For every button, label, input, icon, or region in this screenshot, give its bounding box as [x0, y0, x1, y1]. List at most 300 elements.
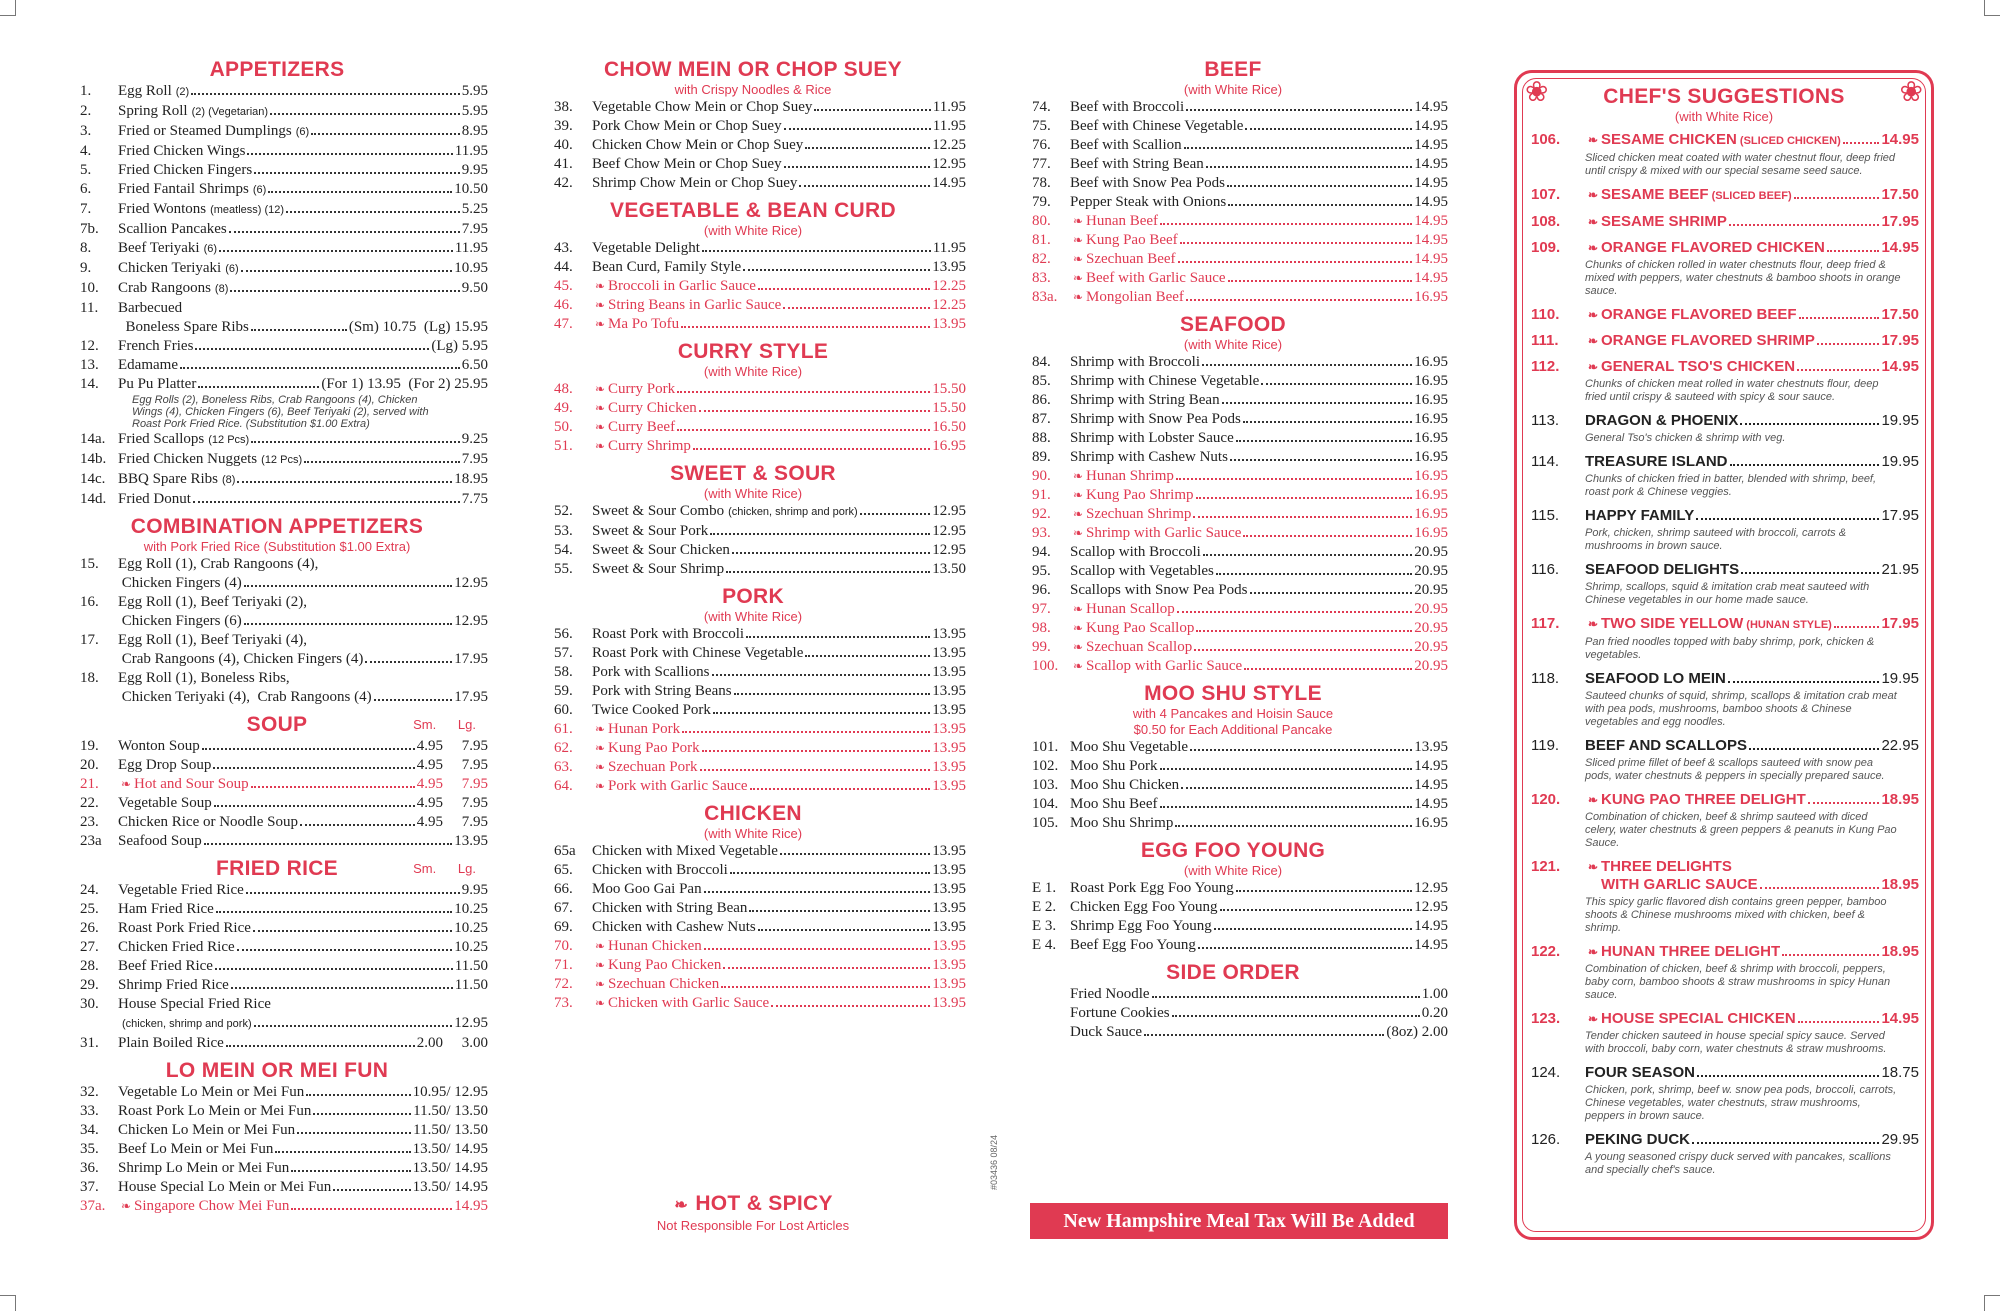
- menu-item: [1018, 193, 1448, 212]
- item-number: 47.: [554, 316, 573, 332]
- item-price: 11.50/ 13.50: [413, 1103, 488, 1119]
- item-name: Beef Egg Foo Young: [1070, 937, 1196, 953]
- item-number: 14c.: [80, 471, 106, 487]
- hot-pepper-icon: ❧: [1587, 360, 1599, 374]
- item-number: 98.: [1032, 620, 1051, 636]
- leader-dots: [1144, 1034, 1384, 1036]
- item-number: 48.: [554, 381, 573, 397]
- section-subtitle: (with White Rice): [703, 486, 803, 501]
- item-price: 7.95: [461, 451, 488, 467]
- menu-item: [540, 899, 966, 918]
- menu-item: [1018, 136, 1448, 155]
- item-price: 14.95: [1414, 232, 1448, 248]
- hot-pepper-icon: ❧: [594, 760, 606, 774]
- leader-dots: [219, 250, 453, 252]
- item-price: 12.95: [1414, 899, 1448, 915]
- menu-item: [66, 775, 488, 794]
- item-name: Scallop with Garlic Sauce: [1086, 658, 1243, 674]
- item-number: 14d.: [80, 491, 107, 507]
- item-price: 16.95: [1414, 289, 1448, 305]
- item-name: Pork with String Beans: [592, 683, 732, 699]
- leader-dots: [297, 1132, 411, 1134]
- item-price: 5.95: [461, 103, 488, 119]
- item-name: Chicken Lo Mein or Mei Fun: [118, 1122, 296, 1138]
- item-price: 12.25: [932, 278, 966, 294]
- item-name: BBQ Spare Ribs: [118, 471, 219, 487]
- leader-dots: [771, 1005, 930, 1007]
- menu-section: [540, 199, 966, 334]
- hot-pepper-icon: ❧: [594, 382, 606, 396]
- item-name: Szechuan Shrimp: [1086, 506, 1192, 522]
- menu-item: [66, 337, 488, 356]
- item-name: Duck Sauce: [1070, 1024, 1143, 1040]
- item-number: 40.: [554, 137, 573, 153]
- item-number: 45.: [554, 278, 573, 294]
- print-code: #03436 08/24: [989, 1134, 999, 1190]
- item-price: 14.95: [1881, 1010, 1919, 1027]
- section-title: [1018, 58, 1448, 82]
- leader-dots: [244, 585, 453, 587]
- item-number: 102.: [1032, 758, 1059, 774]
- item-name: Szechuan Scallop: [1086, 639, 1193, 655]
- item-number: 59.: [554, 683, 573, 699]
- chef-item: [1517, 737, 1931, 783]
- menu-item: [540, 777, 966, 796]
- menu-item: [540, 701, 966, 720]
- item-description: Pork, chicken, shrimp sauteed with broccoli, carrots & mushrooms in brown sauce.: [1585, 527, 1847, 552]
- menu-section: [66, 857, 488, 1053]
- item-number: 1.: [80, 83, 92, 99]
- item-name: Beef with Chinese Vegetable: [1070, 118, 1244, 134]
- item-price: 14.95: [932, 175, 966, 191]
- chef-item: [1517, 1131, 1931, 1177]
- item-number: 14a.: [80, 431, 106, 447]
- item-name: Boneless Spare Ribs: [118, 319, 249, 335]
- item-name: Curry Beef: [608, 419, 676, 435]
- item-price: 0.20: [1421, 1005, 1448, 1021]
- hot-pepper-icon: ❧: [1587, 945, 1599, 959]
- menu-item: [540, 277, 966, 296]
- leader-dots: [1198, 947, 1412, 949]
- item-price: 16.95: [1414, 506, 1448, 522]
- item-price: 16.95: [1414, 411, 1448, 427]
- leader-dots: [1228, 280, 1413, 282]
- item-number: 2.: [80, 103, 92, 119]
- crop-mark-bl: [0, 1295, 16, 1311]
- item-name: String Beans in Garlic Sauce: [608, 297, 782, 313]
- menu-section: [66, 515, 488, 707]
- item-number: 8.: [80, 240, 92, 256]
- item-number: 93.: [1032, 525, 1051, 541]
- item-price: 17.95: [454, 651, 488, 667]
- item-price: 14.95: [1414, 213, 1448, 229]
- menu-item: [1018, 1023, 1448, 1042]
- menu-item: [66, 102, 488, 122]
- item-name: Twice Cooked Pork: [592, 702, 711, 718]
- item-name: Chicken Rice or Noodle Soup: [118, 814, 298, 830]
- section-title: [1018, 961, 1448, 985]
- item-name: Roast Pork Lo Mein or Mei Fun: [118, 1103, 312, 1119]
- menu-item: [540, 315, 966, 334]
- leader-dots: [682, 731, 930, 733]
- menu-item: [1018, 638, 1448, 657]
- chef-item-row: [1517, 615, 1931, 634]
- item-number: 104.: [1032, 796, 1059, 812]
- leader-dots: [1243, 421, 1412, 423]
- item-name: TWO SIDE YELLOW: [1601, 615, 1744, 632]
- leader-dots: [758, 288, 930, 290]
- hot-pepper-icon: ❧: [1587, 308, 1599, 322]
- hot-pepper-icon: ❧: [594, 298, 606, 312]
- item-price: 13.95: [932, 778, 966, 794]
- chef-item-row: [1517, 213, 1931, 231]
- item-name: Sweet & Sour Pork: [592, 523, 709, 539]
- item-number: 33.: [80, 1103, 99, 1119]
- item-price: 11.95: [454, 143, 488, 159]
- leader-dots: [229, 231, 460, 233]
- item-name: Pu Pu Platter: [118, 376, 197, 392]
- menu-section: [1018, 839, 1448, 955]
- leader-dots: [291, 1170, 410, 1172]
- item-number: 7.: [80, 201, 92, 217]
- item-number: 12.: [80, 338, 99, 354]
- item-name: Spring Roll: [118, 103, 188, 119]
- item-price: 19.95: [1881, 453, 1919, 470]
- leader-dots: [1172, 1015, 1420, 1017]
- item-price: 10.25: [454, 939, 488, 955]
- item-qty: (2): [175, 86, 190, 98]
- item-qty: (HUNAN STYLE): [1743, 619, 1832, 631]
- menu-item: [66, 450, 488, 470]
- hot-pepper-icon: ❧: [1587, 793, 1599, 807]
- item-price: 13.95: [932, 759, 966, 775]
- leader-dots: [286, 211, 460, 213]
- leader-dots: [1214, 928, 1413, 930]
- item-name: SESAME SHRIMP: [1601, 213, 1727, 230]
- menu-item: [66, 1034, 488, 1053]
- section-title: [66, 713, 488, 737]
- section-title-text: SIDE ORDER: [1166, 961, 1300, 984]
- menu-item: [1018, 657, 1448, 676]
- leader-dots: [814, 109, 930, 111]
- item-name: Pork with Scallions: [592, 664, 710, 680]
- menu-item: [1018, 776, 1448, 795]
- item-price: 8.95: [461, 123, 488, 139]
- leader-dots: [693, 448, 930, 450]
- item-number: 14b.: [80, 451, 107, 467]
- hot-pepper-icon: ❧: [1587, 215, 1599, 229]
- item-name: Moo Shu Vegetable: [1070, 739, 1189, 755]
- leader-dots: [247, 153, 452, 155]
- leader-dots: [180, 367, 460, 369]
- menu-item: [66, 737, 488, 756]
- menu-item: [540, 239, 966, 258]
- item-number: 78.: [1032, 175, 1051, 191]
- item-price: 13.95: [932, 957, 966, 973]
- leader-dots: [1730, 464, 1880, 466]
- item-number: 123.: [1531, 1010, 1561, 1027]
- item-price: 17.95: [454, 689, 488, 705]
- leader-dots: [254, 1025, 453, 1027]
- item-number: 100.: [1032, 658, 1059, 674]
- menu-item: [1018, 212, 1448, 231]
- item-price: 13.50: [932, 561, 966, 577]
- item-price: 18.75: [1881, 1064, 1919, 1081]
- item-number: 41.: [554, 156, 573, 172]
- item-name: French Fries: [118, 338, 194, 354]
- item-name: THREE DELIGHTS: [1601, 858, 1732, 875]
- menu-item: [540, 842, 966, 861]
- leader-dots: [1160, 223, 1412, 225]
- menu-item: [1018, 467, 1448, 486]
- leader-dots: [1692, 1142, 1879, 1144]
- menu-item: [66, 995, 488, 1014]
- menu-item: [66, 356, 488, 375]
- menu-item: [1018, 391, 1448, 410]
- leader-dots: [704, 948, 931, 950]
- leader-dots: [783, 307, 930, 309]
- section-subtitle: (with White Rice): [1183, 82, 1283, 97]
- item-price: 15.50: [932, 400, 966, 416]
- item-number: 32.: [80, 1084, 99, 1100]
- item-number: 11.: [80, 300, 99, 316]
- section-title-text: MOO SHU STYLE: [1144, 682, 1322, 705]
- item-name: Fried Fantail Shrimps: [118, 181, 249, 197]
- menu-item: [66, 976, 488, 995]
- menu-item: [540, 399, 966, 418]
- item-price: 14.95: [454, 1198, 488, 1214]
- menu-section: [540, 802, 966, 1013]
- item-price: 16.95: [1414, 430, 1448, 446]
- leader-dots: [713, 712, 930, 714]
- hot-pepper-icon: ❧: [594, 741, 606, 755]
- hot-pepper-icon: ❧: [1587, 133, 1599, 147]
- leader-dots: [710, 533, 930, 535]
- item-qty: (SLICED CHICKEN): [1736, 135, 1841, 147]
- hot-pepper-icon: ❧: [1072, 526, 1084, 540]
- item-number: 94.: [1032, 544, 1051, 560]
- item-price: 13.95: [932, 881, 966, 897]
- section-title: [540, 585, 966, 609]
- item-price: 14.95: [1414, 796, 1448, 812]
- item-number: 97.: [1032, 601, 1051, 617]
- item-number: 18.: [80, 670, 99, 686]
- item-qty: (6): [252, 184, 267, 196]
- item-name: Beef Teriyaki: [118, 240, 200, 256]
- menu-item: [66, 239, 488, 259]
- item-name: Hunan Pork: [608, 721, 681, 737]
- item-number: 110.: [1531, 306, 1560, 323]
- item-number: 65.: [554, 862, 573, 878]
- item-number: 86.: [1032, 392, 1051, 408]
- item-number: 82.: [1032, 251, 1051, 267]
- leader-dots: [1220, 909, 1413, 911]
- item-name: Beef with String Bean: [1070, 156, 1204, 172]
- section-subtitle: with 4 Pancakes and Hoisin Sauce: [1132, 706, 1334, 721]
- item-name: Wonton Soup: [118, 738, 200, 754]
- item-name: Curry Pork: [608, 381, 676, 397]
- leader-dots: [1190, 749, 1412, 751]
- section-title-text: LO MEIN OR MEI FUN: [165, 1059, 389, 1082]
- chef-item-row: [1517, 670, 1931, 688]
- leader-dots: [734, 693, 931, 695]
- leader-dots: [1797, 369, 1879, 371]
- item-name: Moo Goo Gai Pan: [592, 881, 702, 897]
- item-name: Roast Pork with Broccoli: [592, 626, 745, 642]
- item-number: 50.: [554, 419, 573, 435]
- item-name: Ma Po Tofu: [608, 316, 680, 332]
- item-number: 66.: [554, 881, 573, 897]
- leader-dots: [1194, 649, 1412, 651]
- item-number: 96.: [1032, 582, 1051, 598]
- menu-item: [1018, 985, 1448, 1004]
- menu-item: [66, 430, 488, 450]
- item-name: Kung Pao Shrimp: [1086, 487, 1194, 503]
- item-price: 16.95: [932, 438, 966, 454]
- item-price: 16.95: [1414, 487, 1448, 503]
- item-qty: (12 Pcs): [261, 454, 303, 466]
- leader-dots: [1206, 166, 1413, 168]
- leader-dots: [198, 386, 319, 388]
- item-name: Roast Pork Egg Foo Young: [1070, 880, 1234, 896]
- leader-dots: [1834, 626, 1880, 628]
- section-subtitle: $0.50 for Each Additional Pancake: [1133, 722, 1333, 737]
- leader-dots: [1180, 242, 1413, 244]
- item-name: Scallops with Snow Pea Pods: [1070, 582, 1248, 598]
- leader-dots: [1798, 1021, 1880, 1023]
- menu-item: [1018, 917, 1448, 936]
- leader-dots: [1760, 887, 1880, 889]
- menu-item: [66, 1159, 488, 1178]
- menu-item: [66, 1197, 488, 1216]
- menu-item: [1018, 581, 1448, 600]
- leader-dots: [1193, 516, 1412, 518]
- item-name-line2: WITH GARLIC SAUCE: [1601, 876, 1758, 893]
- item-price: 21.95: [1881, 561, 1919, 578]
- leader-dots: [306, 1094, 410, 1096]
- menu-item: [1018, 898, 1448, 917]
- item-number: 61.: [554, 721, 573, 737]
- item-name: Chicken with Cashew Nuts: [592, 919, 756, 935]
- item-number: 81.: [1032, 232, 1051, 248]
- leader-dots: [1728, 681, 1880, 683]
- menu-item: [540, 522, 966, 541]
- item-name: HUNAN THREE DELIGHT: [1601, 943, 1781, 960]
- item-price: 13.95: [932, 843, 966, 859]
- hot-pepper-icon: ❧: [1072, 488, 1084, 502]
- item-description: This spicy garlic flavored dish contains green pepper, bamboo shoots & Chinese mushrooms mixed with chicken, beef & shrimp.: [1585, 896, 1887, 934]
- item-number: 42.: [554, 175, 573, 191]
- leader-dots: [1799, 317, 1880, 319]
- chef-item-row: [1517, 186, 1931, 205]
- menu-item: [1018, 1004, 1448, 1023]
- chef-item-row: [1517, 876, 1931, 894]
- flower-ornament-icon: ❀: [1899, 77, 1923, 108]
- leader-dots: [304, 461, 460, 463]
- item-price: 14.95: [1414, 777, 1448, 793]
- item-name: Chicken Chow Mein or Chop Suey: [592, 137, 804, 153]
- chef-item: [1517, 1064, 1931, 1123]
- menu-item: [540, 560, 966, 579]
- item-price: 14.95: [1881, 358, 1919, 375]
- item-name: Fried Noodle: [1070, 986, 1150, 1002]
- item-number: 25.: [80, 901, 99, 917]
- item-qty: (chicken, shrimp and pork): [122, 1018, 252, 1030]
- item-number: 76.: [1032, 137, 1051, 153]
- hot-pepper-icon: ❧: [594, 939, 606, 953]
- item-number: 103.: [1032, 777, 1059, 793]
- leader-dots: [1152, 996, 1420, 998]
- item-price: 13.95: [932, 683, 966, 699]
- chef-item-row: [1517, 561, 1931, 579]
- item-description: Chunks of chicken rolled in water chestnuts flour, deep fried & mixed with peppers, water chestnuts & bamboo shoots in orange sauce.: [1585, 259, 1901, 297]
- item-price: (8oz) 2.00: [1386, 1024, 1448, 1040]
- menu-item: [66, 279, 488, 299]
- item-price: 15.50: [932, 381, 966, 397]
- item-price: 17.95: [1881, 332, 1919, 349]
- menu-item: [66, 318, 488, 337]
- menu-item: [540, 720, 966, 739]
- leader-dots: [213, 767, 414, 769]
- item-name: Kung Pao Chicken: [608, 957, 722, 973]
- section-title-text: EGG FOO YOUNG: [1140, 839, 1326, 862]
- chef-item: [1517, 858, 1931, 935]
- section-title: [1018, 682, 1448, 706]
- section-title: [66, 58, 488, 82]
- leader-dots: [1243, 535, 1412, 537]
- item-name: Edamame: [118, 357, 178, 373]
- item-price: 20.95: [1414, 582, 1448, 598]
- item-price: 9.95: [461, 882, 488, 898]
- menu-item: [540, 758, 966, 777]
- item-number: 62.: [554, 740, 573, 756]
- item-name: Vegetable Fried Rice: [118, 882, 244, 898]
- menu-section: [540, 585, 966, 796]
- item-number: 73.: [554, 995, 573, 1011]
- item-number: 24.: [80, 882, 99, 898]
- leader-dots: [311, 133, 460, 135]
- chef-item: [1517, 943, 1931, 1002]
- item-price: 13.50/ 14.95: [412, 1160, 488, 1176]
- section-title-text: BEEF: [1204, 58, 1262, 81]
- item-price: 14.95: [1414, 758, 1448, 774]
- item-price: 13.95: [1414, 739, 1448, 755]
- leader-dots: [1808, 802, 1880, 804]
- item-number: 116.: [1531, 561, 1560, 578]
- menu-item: [540, 380, 966, 399]
- menu-item: [66, 490, 488, 509]
- menu-item: [66, 688, 488, 707]
- item-description: Sauteed chunks of squid, shrimp, scallops & imitation crab meat with pea pods, mushrooms, bamboo shoots & Chinese vegetables and egg noodles.: [1585, 690, 1897, 728]
- item-price: 18.95: [1881, 943, 1919, 960]
- item-number: 6.: [80, 181, 92, 197]
- item-name: SEAFOOD LO MEIN: [1585, 670, 1726, 687]
- hot-pepper-icon: ❧: [1072, 469, 1084, 483]
- section-title-text: SOUP: [246, 713, 308, 736]
- item-name: Roast Pork with Chinese Vegetable: [592, 645, 804, 661]
- item-price: 10.50: [454, 181, 488, 197]
- leader-dots: [750, 788, 931, 790]
- chef-item-row: [1517, 239, 1931, 257]
- chef-item-row: [1517, 507, 1931, 525]
- menu-item: [1018, 288, 1448, 307]
- leader-dots: [1177, 611, 1413, 613]
- menu-item: [66, 650, 488, 669]
- leader-dots: [749, 910, 930, 912]
- hot-pepper-icon: ❧: [594, 279, 606, 293]
- leader-dots: [254, 172, 460, 174]
- item-name: Crab Rangoons: [118, 280, 211, 296]
